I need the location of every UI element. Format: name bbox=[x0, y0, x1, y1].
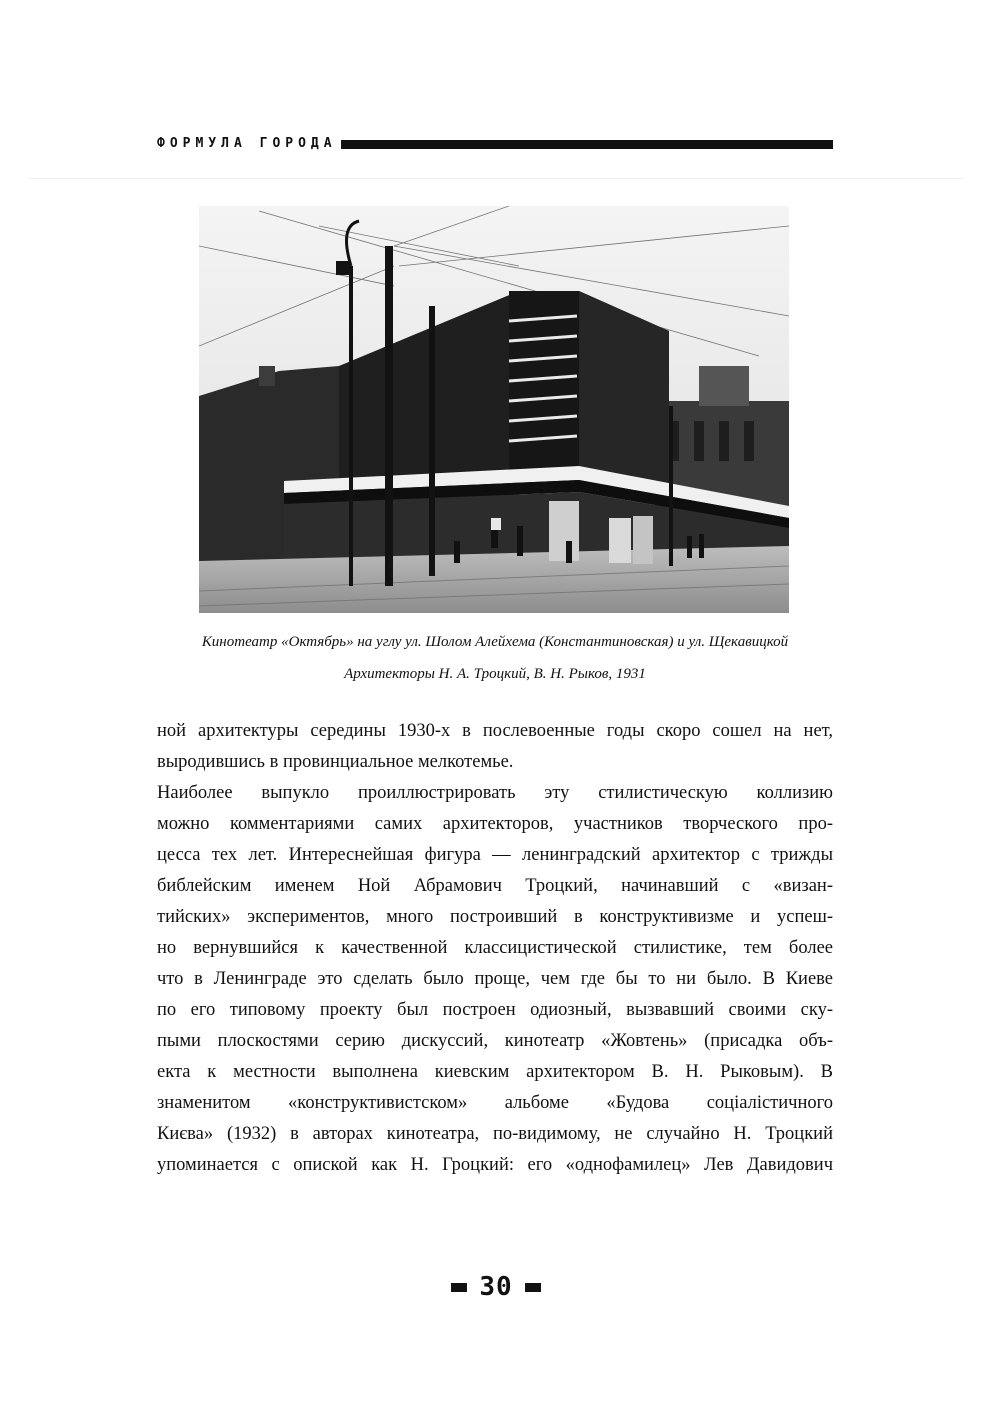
text-line: Києва» (1932) в авторах кинотеатра, по-видимому, не случайно Н. Троцкий bbox=[157, 1124, 833, 1144]
page-number: 30 bbox=[479, 1272, 513, 1302]
text-line: но вернувшийся к качественной классицистической стилистике, тем более bbox=[157, 938, 833, 958]
text-line: знаменитом «конструктивистском» альбоме «Будова соціалістичного bbox=[157, 1093, 833, 1113]
text-line: библейским именем Ной Абрамович Троцкий, начинавший с «визан- bbox=[157, 876, 833, 896]
caption-line-2: Архитекторы Н. А. Троцкий, В. Н. Рыков, 1931 bbox=[344, 666, 646, 682]
page-folio bbox=[437, 1270, 555, 1304]
text-line: что в Ленинграде это сделать было проще, чем где бы то ни было. В Киеве bbox=[157, 969, 833, 989]
figure-caption bbox=[120, 626, 870, 690]
folio-bar-left bbox=[451, 1283, 467, 1292]
text-line: выродившись в провинциальное мелкотемье. bbox=[157, 752, 514, 772]
text-line: екта к местности выполнена киевским архитектором В. Н. Рыковым). В bbox=[157, 1062, 833, 1082]
text-line: цесса тех лет. Интереснейшая фигура — ленинградский архитектор с трижды bbox=[157, 845, 833, 865]
page-edge-line bbox=[28, 178, 964, 179]
caption-line-1: Кинотеатр «Октябрь» на углу ул. Шолом Алейхема (Константиновская) и ул. Щекавицкой bbox=[201, 634, 789, 650]
cinema-photo bbox=[199, 206, 789, 613]
running-head-title: ФОРМУЛА ГОРОДА bbox=[157, 136, 337, 151]
running-head bbox=[157, 135, 833, 153]
text-line: упоминается с опиской как Н. Гроцкий: его «однофамилец» Лев Давидович bbox=[157, 1155, 833, 1175]
text-line: ной архитектуры середины 1930-х в послевоенные годы скоро сошел на нет, bbox=[157, 721, 833, 741]
paragraph-1 bbox=[157, 716, 833, 778]
folio-bar-right bbox=[525, 1283, 541, 1292]
body-text bbox=[157, 716, 833, 1181]
text-line: тийских» экспериментов, много построивший в конструктивизме и успеш- bbox=[157, 907, 833, 927]
paragraph-2 bbox=[157, 778, 833, 1181]
text-line: пыми плоскостями серию дискуссий, кинотеатр «Жовтень» (присадка объ- bbox=[157, 1031, 833, 1051]
text-line: по его типовому проекту был построен одиозный, вызвавший своими ску- bbox=[157, 1000, 833, 1020]
text-line: можно комментариями самих архитекторов, участников творческого про- bbox=[157, 814, 833, 834]
running-head-rule bbox=[341, 140, 833, 149]
text-line: Наиболее выпукло проиллюстрировать эту стилистическую коллизию bbox=[157, 783, 833, 803]
